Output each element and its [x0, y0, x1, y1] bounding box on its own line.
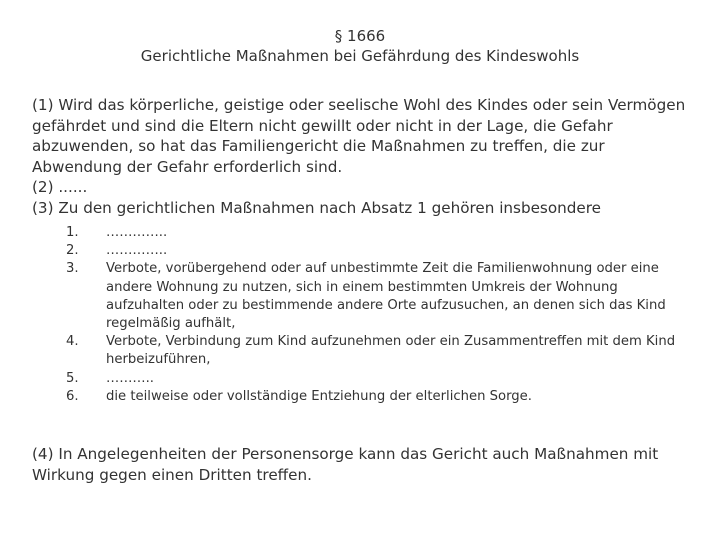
list-item-text: …………..: [106, 225, 168, 240]
list-item: [32, 388, 692, 406]
list-item: [32, 370, 692, 388]
list-item-text: Verbote, Verbindung zum Kind aufzunehmen oder ein Zusammentreffen mit dem Kind herbeizuführen,: [106, 334, 676, 368]
list-item: [32, 242, 692, 260]
paragraph-1: (1) Wird das körperliche, geistige oder seelische Wohl des Kindes oder sein Vermögen gefährdet und sind die Eltern nicht gewillt oder nicht in der Lage, die Gefahr abzuwenden, so hat das Familiengericht die Maßnahmen zu treffen, die zur Abwendung der Gefahr erforderlich sind.: [32, 96, 686, 176]
list-item: [32, 333, 692, 369]
list-item-number: 1.: [66, 225, 79, 240]
list-item-text: ………..: [106, 370, 154, 386]
list-item: [32, 224, 692, 242]
measures-list: [32, 224, 692, 406]
list-item-text: die teilweise oder vollständige Entziehung der elterlichen Sorge.: [106, 388, 532, 404]
list-item-number: 5.: [66, 370, 79, 386]
list-item-text: Verbote, vorübergehend oder auf unbestimmte Zeit die Familienwohnung oder eine andere Wohnung zu nutzen, sich in einem bestimmten Umkreis der Wohnung aufzuhalten oder zu bestimmende andere Orte aufzusuchen, an denen sich das Kind regelmäßig aufhält,: [106, 261, 666, 332]
list-item-number: 2.: [66, 243, 79, 259]
section-heading: Gerichtliche Maßnahmen bei Gefährdung des Kindeswohls: [140, 47, 580, 65]
paragraph-2: (2) ......: [32, 178, 88, 196]
document-body: [32, 95, 692, 406]
section-number: § 1666: [334, 27, 386, 45]
list-item-number: 4.: [66, 334, 79, 350]
paragraph-4: (4) In Angelegenheiten der Personensorge kann das Gericht auch Maßnahmen mit Wirkung gegen einen Dritten treffen.: [32, 445, 659, 484]
section-title: [0, 26, 720, 66]
paragraph-3: (3) Zu den gerichtlichen Maßnahmen nach Absatz 1 gehören insbesondere: [32, 198, 602, 217]
list-item-text: …………..: [106, 243, 168, 259]
list-item-number: 3.: [66, 261, 79, 277]
list-item-number: 6.: [66, 388, 79, 404]
list-item: [32, 260, 692, 333]
